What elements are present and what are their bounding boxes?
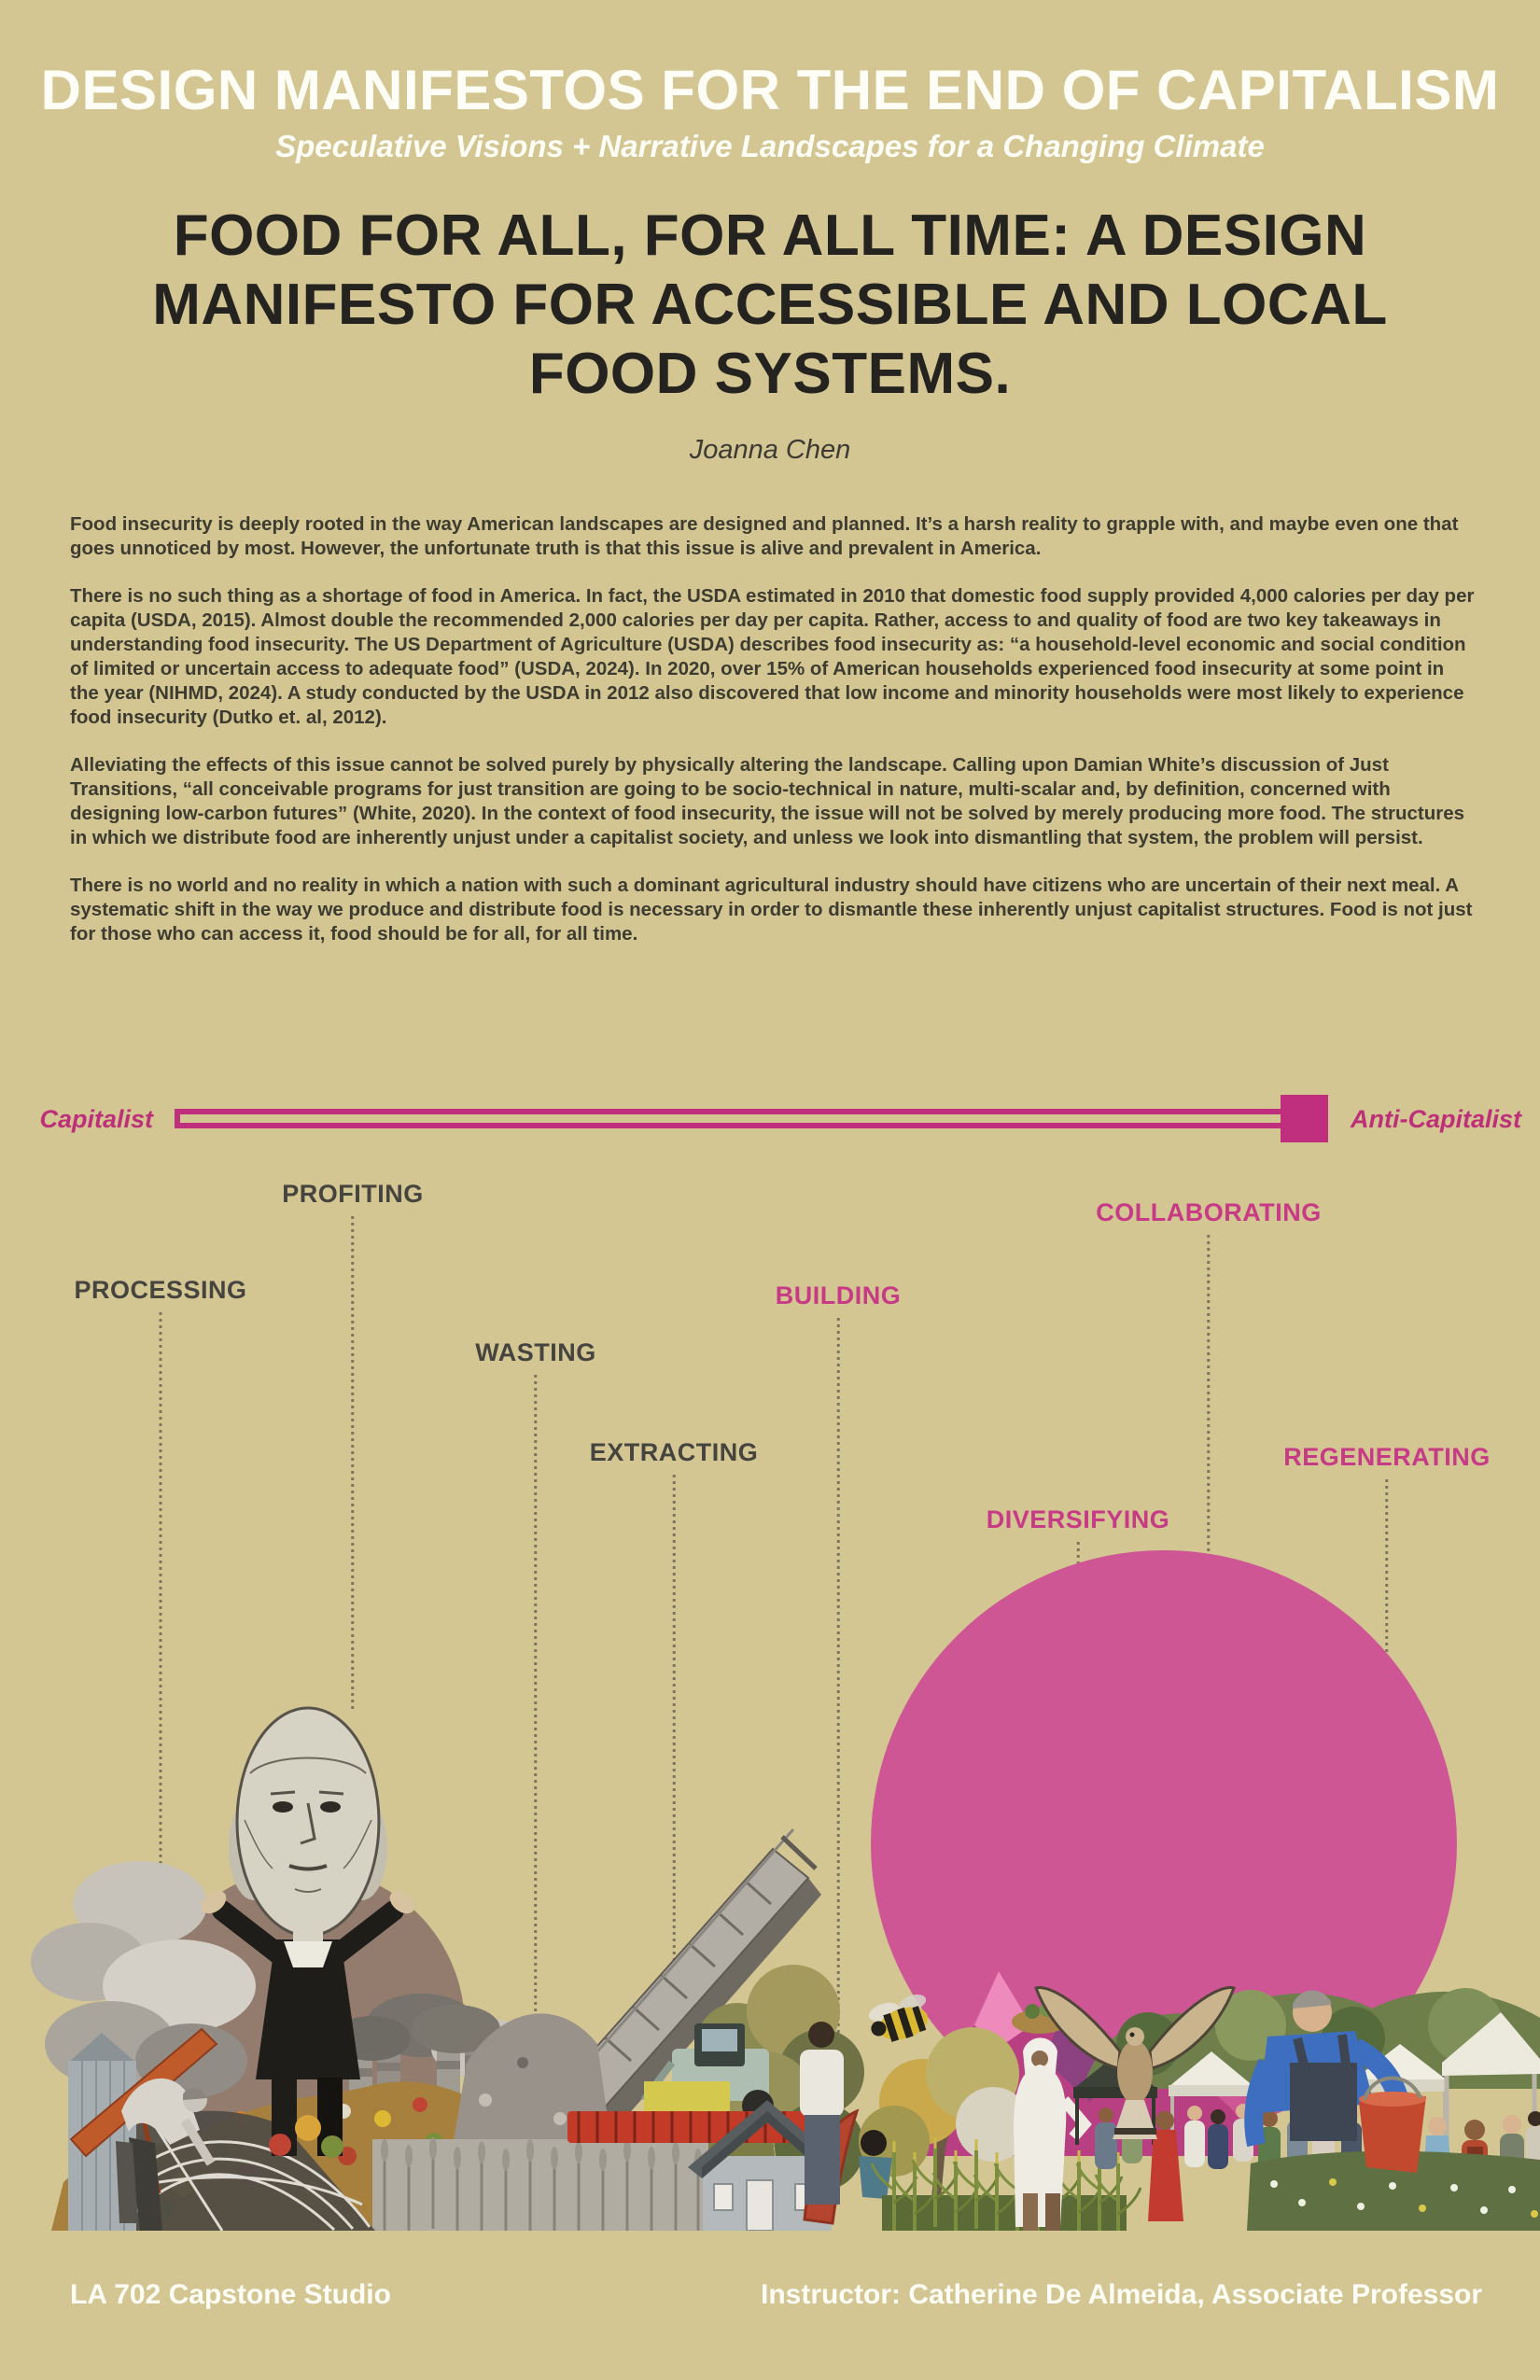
- title-line-3: FOOD SYSTEMS.: [528, 342, 1012, 406]
- manifesto-text: [70, 512, 1477, 970]
- footer-instructor: Instructor: Catherine De Almeida, Associate Professor: [761, 2279, 1482, 2310]
- wheat-field: [372, 2137, 708, 2231]
- footer-course: LA 702 Capstone Studio: [70, 2279, 391, 2310]
- category-label: BUILDING: [775, 1281, 902, 1309]
- category-label: PROCESSING: [74, 1276, 247, 1304]
- manifesto-paragraph: Alleviating the effects of this issue cannot be solved purely by physically altering the landscape. Calling upon Damian White’s discussion of Just Transitions, “all conceivable programs for just transition are going to be socio-technical in nature, multi-scalar and, by definition, concerned with designing low-carbon futures” (White, 2020). In the context of food insecurity, the issue will not be solved by merely producing more food. The structures in which we distribute food are inherently unjust under a capitalist society, and unless we look into dismantling that system, the problem will persist.: [70, 754, 1465, 848]
- category-label: DIVERSIFYING: [986, 1505, 1170, 1533]
- bee: [864, 1991, 935, 2048]
- manifesto-paragraph: Food insecurity is deeply rooted in the way American landscapes are designed and planned. It’s a harsh reality to grapple with, and maybe even one that goes unnoticed by most. However, the unfortunate truth is that this issue is alive and prevalent in America.: [70, 513, 1459, 559]
- author-name: Joanna Chen: [689, 435, 851, 465]
- page-title: [0, 202, 1540, 409]
- spectrum-handle[interactable]: [1281, 1095, 1328, 1142]
- spectrum-label-capitalist: Capitalist: [39, 1105, 153, 1133]
- category-label: PROFITING: [282, 1180, 424, 1208]
- title-line-2: MANIFESTO FOR ACCESSIBLE AND LOCAL: [152, 273, 1388, 337]
- collage-illustration: [0, 1540, 1540, 2231]
- series-title: DESIGN MANIFESTOS FOR THE END OF CAPITALISM: [40, 59, 1500, 121]
- title-line-1: FOOD FOR ALL, FOR ALL TIME: A DESIGN: [173, 203, 1367, 268]
- spectrum-track: [175, 1109, 1307, 1128]
- series-subtitle: Speculative Visions + Narrative Landscapes for a Changing Climate: [275, 129, 1265, 163]
- manifesto-paragraph: There is no such thing as a shortage of food in America. In fact, the USDA estimated in 2010 that domestic food supply provided 4,000 calories per day per capita (USDA, 2015). Almost double the recommended 2,000 calories per day per capita. Rather, access to and quality of food are two key takeaways in understanding food insecurity. The US Department of Agriculture (USDA) describes food insecurity as: “a household-level economic and social condition of limited or uncertain access to adequate food” (USDA, 2024). In 2020, over 15% of American households experienced food insecurity at some point in the year (NIHMD, 2024). A study conducted by the USDA in 2012 also discovered that low income and minority households were most likely to experience food insecurity (Dutko et. al, 2012).: [70, 585, 1475, 728]
- category-label: COLLABORATING: [1096, 1198, 1322, 1226]
- manifesto-paragraph: There is no world and no reality in which a nation with such a dominant agricultural industry should have citizens who are uncertain of their next meal. A systematic shift in the way we produce and distribute food is necessary in order to dismantle these inherently unjust capitalist structures. Food is not just for those who can access it, food should be for all, for all time.: [70, 875, 1473, 945]
- category-label: REGENERATING: [1283, 1443, 1491, 1471]
- spectrum-label-anti-capitalist: Anti-Capitalist: [1351, 1105, 1522, 1133]
- category-label: EXTRACTING: [589, 1438, 759, 1466]
- category-label: WASTING: [475, 1338, 596, 1366]
